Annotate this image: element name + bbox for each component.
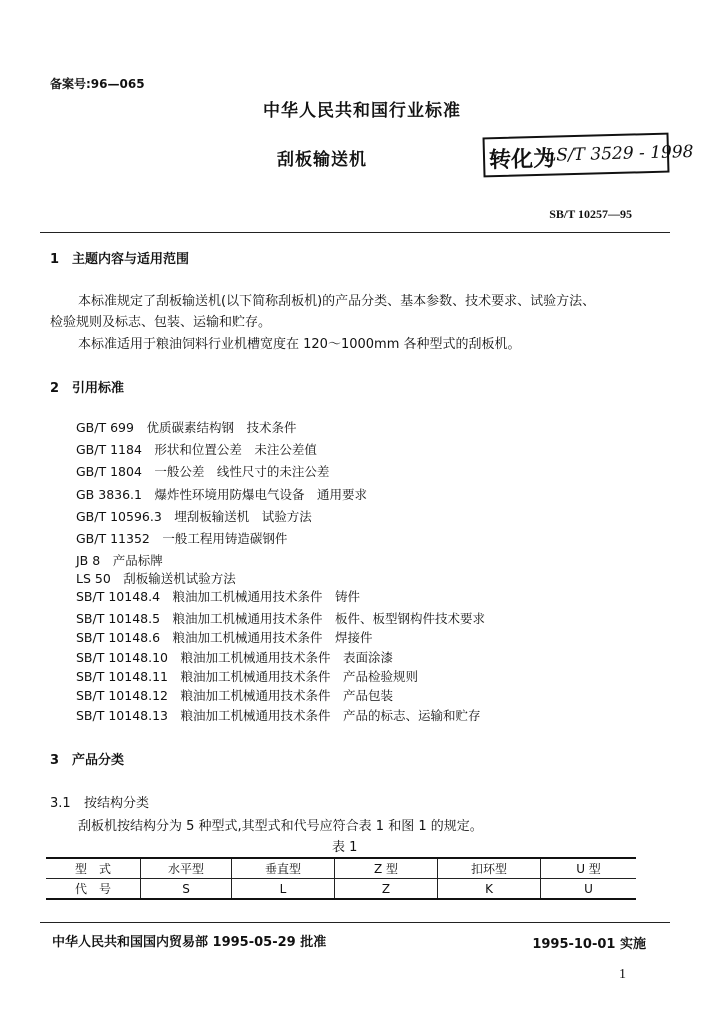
section-1-para1-line1: 本标准规定了刮板输送机(以下简称刮板机)的产品分类、基本参数、技术要求、试验方法、 [78, 294, 596, 309]
section-1-heading [50, 248, 189, 267]
conversion-stamp [483, 133, 694, 178]
subsection-3-1-heading [50, 792, 149, 811]
approval-line: 中华人民共和国国内贸易部 1995-05-29 批准 [52, 935, 327, 950]
document-title: 刮板输送机 [277, 150, 367, 170]
reference-item: GB 3836.1 爆炸性环境用防爆电气设备 通用要求 [76, 487, 367, 502]
table-header-cell: U 型 [541, 858, 637, 879]
table-cell: 代 号 [46, 879, 141, 900]
reference-item: GB/T 11352 一般工程用铸造碳钢件 [76, 531, 288, 546]
table-1-caption: 表 1 [332, 840, 358, 855]
section-2-number: 2 [50, 381, 60, 396]
page-number: 1 [619, 967, 626, 982]
standard-title: 中华人民共和国行业标准 [263, 101, 461, 121]
reference-item: SB/T 10148.10 粮油加工机械通用技术条件 表面涂漆 [76, 650, 393, 665]
reference-item: SB/T 10148.4 粮油加工机械通用技术条件 铸件 [76, 589, 361, 604]
reference-item: GB/T 1184 形状和位置公差 未注公差值 [76, 442, 317, 457]
section-2-heading [50, 377, 124, 396]
section-1-para2: 本标准适用于粮油饲料行业机槽宽度在 120～1000mm 各种型式的刮板机。 [78, 337, 521, 352]
section-3-title: 产品分类 [72, 753, 125, 768]
header-divider [40, 232, 670, 233]
section-1-title: 主题内容与适用范围 [72, 252, 190, 267]
table-header-cell: 垂直型 [232, 858, 335, 879]
record-number: 备案号:96—065 [50, 77, 145, 91]
table-header-cell: 扣环型 [438, 858, 541, 879]
reference-item: GB/T 699 优质碳素结构钢 技术条件 [76, 420, 297, 435]
table-cell: L [232, 879, 335, 900]
reference-item: LS 50 刮板输送机试验方法 [76, 571, 236, 586]
table-cell: Z [335, 879, 438, 900]
section-3-number: 3 [50, 753, 60, 768]
table-row [46, 879, 636, 900]
reference-item: JB 8 产品标牌 [76, 553, 163, 568]
reference-item: SB/T 10148.5 粮油加工机械通用技术条件 板件、板型钢构件技术要求 [76, 611, 486, 626]
section-3-para: 刮板机按结构分为 5 种型式,其型式和代号应符合表 1 和图 1 的规定。 [78, 819, 483, 834]
table-cell: K [438, 879, 541, 900]
subsection-3-1-title: 按结构分类 [84, 796, 150, 811]
table-cell: U [541, 879, 637, 900]
reference-item: GB/T 10596.3 埋刮板输送机 试验方法 [76, 509, 312, 524]
reference-item: SB/T 10148.11 粮油加工机械通用技术条件 产品检验规则 [76, 669, 418, 684]
reference-item: SB/T 10148.12 粮油加工机械通用技术条件 产品包装 [76, 688, 393, 703]
stamp-handwritten-code: LS/T 3529 - 1998 [544, 141, 694, 166]
section-3-heading [50, 749, 124, 768]
table-header-cell: Z 型 [335, 858, 438, 879]
standard-code: SB/T 10257—95 [549, 207, 632, 221]
section-1-number: 1 [50, 252, 60, 267]
footer-divider [40, 922, 670, 923]
stamp-text: 转化为 [488, 145, 556, 174]
subsection-3-1-number: 3.1 [50, 796, 71, 811]
implementation-date: 1995-10-01 实施 [532, 937, 646, 952]
section-1-para1-line2: 检验规则及标志、包装、运输和贮存。 [50, 315, 272, 330]
table-cell: S [141, 879, 232, 900]
reference-item: GB/T 1804 一般公差 线性尺寸的未注公差 [76, 464, 330, 479]
table-header-cell: 水平型 [141, 858, 232, 879]
table-header-row [46, 858, 636, 879]
reference-item: SB/T 10148.13 粮油加工机械通用技术条件 产品的标志、运输和贮存 [76, 708, 481, 723]
table-header-cell: 型 式 [46, 858, 141, 879]
section-2-title: 引用标准 [72, 381, 125, 396]
reference-item: SB/T 10148.6 粮油加工机械通用技术条件 焊接件 [76, 630, 373, 645]
table-1 [46, 857, 636, 900]
